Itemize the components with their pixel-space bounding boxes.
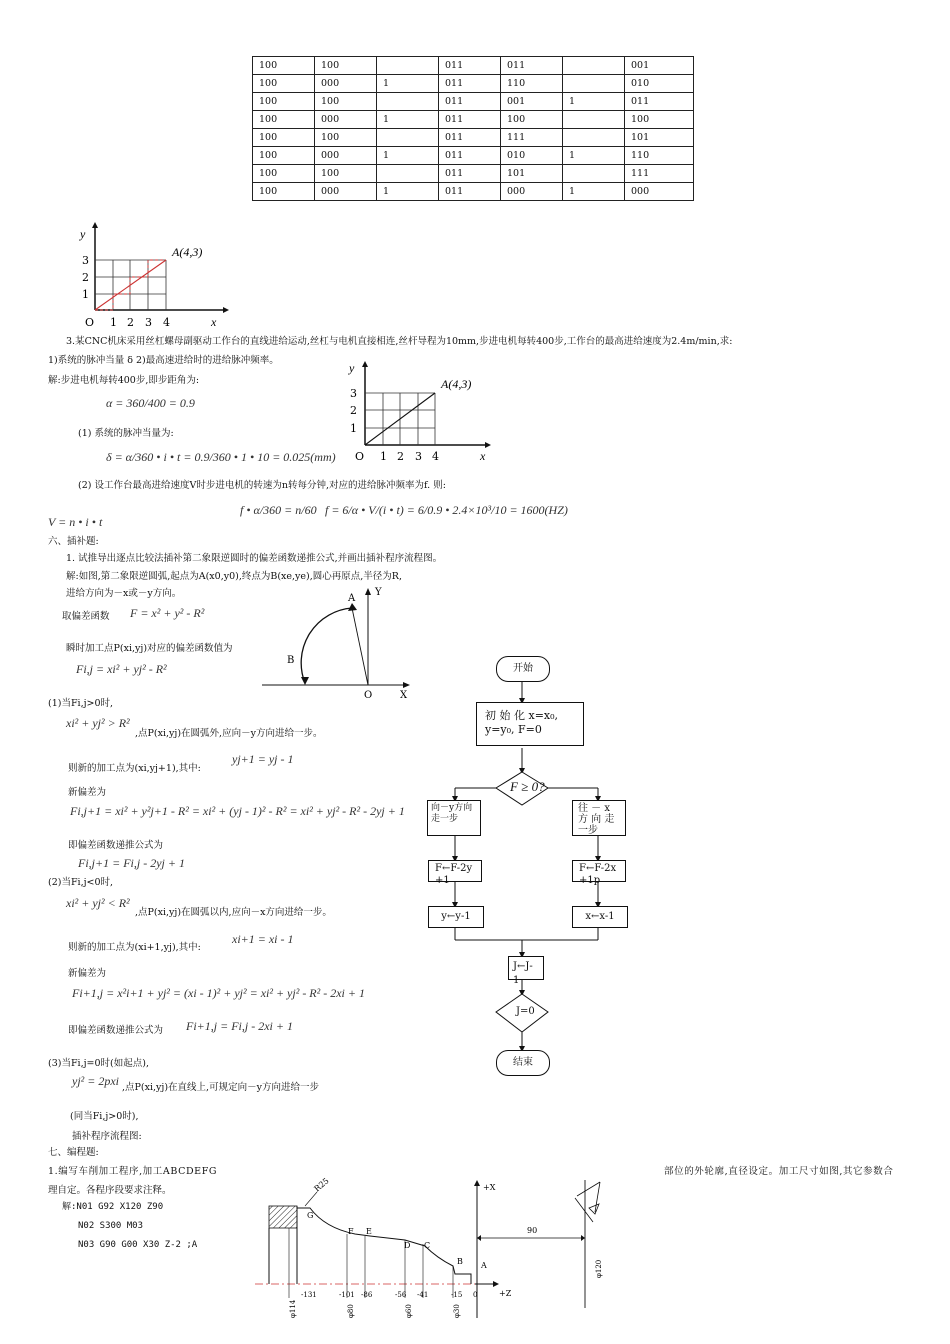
section-7-heading: 七、编程题: [48,1147,99,1158]
table-cell: 1 [563,183,625,201]
graph-1 [78,222,238,334]
code-line-1: 解:N01 G92 X120 Z90 [62,1202,164,1212]
table-cell: 100 [253,93,315,111]
recursion-label-2: 即偏差函数递推公式为 [68,1025,164,1036]
table-cell: 011 [439,129,501,147]
dim-z-131: -131 [301,1291,317,1299]
case-1-formula: xi² + yj² > R² [66,716,130,730]
graph-2-x-tick: 1 [380,450,387,463]
dim-d-30: φ30 [453,1304,461,1318]
encoding-table [252,56,694,201]
table-cell [377,93,439,111]
case-2: (2)当Fi,j<0时, [48,877,114,888]
table-cell [563,165,625,183]
arc-label-o: O [364,690,373,701]
graph-2-point-label: A(4,3) [441,377,472,391]
table-cell: 100 [315,93,377,111]
code-line-2: N02 S300 M03 [78,1221,144,1231]
solution-line-2: 进给方向为－x或－y方向。 [66,588,182,599]
table-cell: 100 [315,57,377,75]
case-2-new-point: 则新的加工点为(xi+1,yj),其中: [68,942,201,953]
point-d: D [404,1241,411,1250]
table-row [253,93,694,111]
dim-z-56: -56 [395,1291,407,1299]
table-cell: 100 [253,129,315,147]
table-cell: 100 [315,129,377,147]
case-2-formula: xi² + yj² < R² [66,896,130,910]
flow-left-step: 向－y方向走一步 [427,800,481,836]
table-cell: 100 [253,111,315,129]
table-cell: 111 [501,129,563,147]
graph-2-y-label: y [349,361,355,375]
offset-label: 90 [527,1226,538,1235]
case-1-deviation-formula: Fi,j+1 = xi² + y²j+1 - R² = xi² + (yj - 1)² - R² = xi² + yj² - R² - 2yj + 1 [70,804,405,818]
point-b: B [457,1257,463,1266]
flow-init-line-2: y=y₀, F=0 [485,723,542,736]
table-cell [377,129,439,147]
flowchart-label: 插补程序流程图: [72,1131,142,1142]
case-1-new-point: 则新的加工点为(xi,yj+1),其中: [68,763,201,774]
table-cell: 101 [501,165,563,183]
table-cell: 1 [377,147,439,165]
table-cell: 000 [625,183,694,201]
table-cell: 011 [439,75,501,93]
table-cell: 100 [625,111,694,129]
table-cell [563,75,625,93]
table-cell: 001 [501,93,563,111]
arc-diagram [260,585,420,700]
case-3: (3)当Fi,j=0时(如起点), [48,1058,149,1069]
graph-2-x-tick: O [355,450,365,463]
axis-x-label: +X [483,1183,496,1192]
case-1-text: ,点P(xi,yj)在圆弧外,应向－y方向进给一步。 [135,728,323,739]
table-row [253,129,694,147]
graph-1-point-label: A(4,3) [172,245,203,259]
instant-label: 瞬时加工点P(xi,yj)对应的偏差函数值为 [66,643,233,654]
new-deviation-label-2: 新偏差为 [68,968,107,979]
program-question-right: 部位的外轮廓,直径设定。加工尺寸如图,其它参数合 [664,1166,894,1177]
table-cell: 011 [439,165,501,183]
arc-label-b: B [287,655,295,666]
table-cell: 011 [439,183,501,201]
table-cell: 111 [625,165,694,183]
table-cell [377,165,439,183]
lathe-drawing [255,1178,625,1328]
dim-z-101: -101 [339,1291,355,1299]
graph-2-y-tick: 2 [350,404,357,417]
table-cell: 000 [501,183,563,201]
table-row [253,165,694,183]
formula-alpha: α = 360/400 = 0.9 [106,396,195,410]
table-cell: 010 [625,75,694,93]
graph-1-x-label: x [211,315,217,329]
formula-ratio: f • α/360 = n/60 [240,503,317,517]
dim-z-86: -86 [361,1291,373,1299]
case-1-recursion: Fi,j+1 = Fi,j - 2yj + 1 [78,856,185,870]
table-cell: 110 [625,147,694,165]
flow-left-update: F←F-2y+1 [428,860,482,882]
table-cell: 100 [253,57,315,75]
part-1: (1) 系统的脉冲当量为: [78,428,174,439]
graph-1-y-tick: 1 [82,288,89,301]
table-cell [563,129,625,147]
problem-3-question: 1)系统的脉冲当量 δ 2)最高速进给时的进给脉冲频率。 [48,355,279,366]
graph-2-y-tick: 3 [350,387,357,400]
arc-label-y: Y [375,587,382,598]
flow-right-step: 往 － x 方 向 走 一步 [572,800,626,836]
formula-delta: δ = α/360 • i • t = 0.9/360 • 1 • 10 = 0.025(mm) [106,450,336,464]
deviation-formula: F = x² + y² - R² [130,606,205,620]
graph-2-x-tick: 4 [432,450,439,463]
table-cell: 011 [439,111,501,129]
case-2-deviation-formula: Fi+1,j = x²i+1 + yj² = (xi - 1)² + yj² = xi² + yj² - R² - 2xi + 1 [72,986,365,1000]
case-3-text: ,点P(xi,yj)在直线上,可规定向－y方向进给一步 [122,1082,319,1093]
graph-2-x-label: x [480,449,486,463]
table-cell: 011 [439,93,501,111]
flow-right-decrement: x←x-1 [572,906,628,928]
arc-label-a: A [348,593,356,604]
graph-1-x-tick: 2 [127,316,134,329]
table-cell: 100 [253,75,315,93]
dim-z-15: -15 [451,1291,463,1299]
instant-formula: Fi,j = xi² + yj² - R² [76,662,167,676]
flow-end: 结束 [496,1050,550,1076]
flow-init [476,702,584,746]
table-cell: 000 [315,111,377,129]
radius-label: R25 [312,1176,331,1194]
case-1: (1)当Fi,j>0时, [48,698,114,709]
case-1-new-formula: yj+1 = yj - 1 [232,752,294,766]
flow-start: 开始 [496,656,550,682]
recursion-label: 即偏差函数递推公式为 [68,840,164,851]
graph-1-y-tick: 2 [82,271,89,284]
flow-right-update: F←F-2x+1p [572,860,626,882]
dim-z-41: -41 [417,1291,429,1299]
new-deviation-label: 新偏差为 [68,787,107,798]
table-cell: 010 [501,147,563,165]
case-2-recursion: Fi+1,j = Fi,j - 2xi + 1 [186,1019,293,1033]
deviation-label: 取偏差函数 [62,611,110,622]
flow-counter: J←J-1 [508,956,544,980]
flow-init-line-1: 初 始 化 x=x₀, [485,709,559,722]
table-cell: 001 [625,57,694,75]
axis-z-label: +Z [499,1289,512,1298]
table-row [253,147,694,165]
graph-1-x-tick: 1 [110,316,117,329]
table-cell: 1 [563,93,625,111]
dim-d-120: φ120 [595,1259,603,1278]
table-cell: 000 [315,183,377,201]
flow-left-decrement: y←y-1 [428,906,484,928]
table-cell [377,57,439,75]
table-cell [563,57,625,75]
table-cell: 011 [439,57,501,75]
table-cell: 110 [501,75,563,93]
table-cell: 011 [501,57,563,75]
dim-d-114: φ114 [289,1299,297,1318]
graph-1-x-tick: O [85,316,95,329]
graph-1-x-tick: 3 [145,316,152,329]
part-2: (2) 设工作台最高进给速度V时步进电机的转速为n转每分钟,对应的进给脉冲频率为f. 则: [78,480,446,491]
solution-line-1: 解:如图,第二象限逆圆弧,起点为A(x0,y0),终点为B(xe,ye),圆心再原点,半径为R, [66,571,402,582]
flow-decision: F ≥ 0? [510,779,545,794]
table-cell: 100 [253,183,315,201]
case-2-text: ,点P(xi,yj)在圆弧以内,应向－x方向进给一步。 [135,907,332,918]
table-row [253,183,694,201]
table-cell [563,111,625,129]
point-e: E [366,1227,372,1236]
graph-1-y-label: y [80,227,86,241]
table-cell: 101 [625,129,694,147]
table-cell: 1 [377,183,439,201]
point-f: F [348,1227,354,1236]
program-question-left: 1.编写车削加工程序,加工ABCDEFG [48,1166,218,1177]
formula-f: f = 6/α • V/(i • t) = 6/0.9 • 2.4×10³/10 = 1600(HZ) [325,503,568,517]
table-cell: 1 [563,147,625,165]
section-6-heading: 六、插补题: [48,536,99,547]
graph-1-x-tick: 4 [163,316,170,329]
arc-label-x: X [400,690,408,701]
case-2-new-formula: xi+1 = xi - 1 [232,932,294,946]
table-cell: 011 [625,93,694,111]
table-cell: 011 [439,147,501,165]
table-row [253,57,694,75]
table-cell: 1 [377,75,439,93]
table-cell: 1 [377,111,439,129]
table-cell: 100 [253,165,315,183]
table-cell: 100 [253,147,315,165]
table-cell: 100 [501,111,563,129]
case-3-note: (同当Fi,j>0时), [70,1111,139,1122]
code-line-3: N03 G90 G00 X30 Z-2 ;A [78,1240,198,1250]
graph-2-y-tick: 1 [350,422,357,435]
point-g: G [307,1211,314,1220]
flow-check: J=0 [516,1006,535,1017]
formula-v: V = n • i • t [48,515,103,529]
graph-2-x-tick: 2 [397,450,404,463]
problem-3: 3.某CNC机床采用丝杠螺母副驱动工作台的直线进给运动,丝杠与电机直接相连,丝杆导程为10mm,步进电机每转400步,工作台的最高进给速度为2.4m/min,求: [66,336,733,347]
dim-z-0: 0 [473,1291,478,1299]
dim-d-60: φ60 [405,1304,413,1318]
program-question-cont: 理自定。各程序段要求注释。 [48,1185,172,1196]
dim-d-80: φ80 [347,1304,355,1318]
table-row [253,111,694,129]
table-cell: 000 [315,75,377,93]
case-3-formula: yj² = 2pxi [72,1074,120,1088]
graph-1-y-tick: 3 [82,254,89,267]
graph-2 [345,360,505,464]
point-c: C [424,1241,431,1250]
point-a: A [481,1261,487,1270]
table-row [253,75,694,93]
problem-3-solution: 解:步进电机每转400步,即步距角为: [48,375,200,386]
table-cell: 100 [315,165,377,183]
table-cell: 000 [315,147,377,165]
question-1: 1. 试推导出逐点比较法插补第二象限逆圆时的偏差函数递推公式,并画出插补程序流程图。 [66,553,443,564]
graph-2-x-tick: 3 [415,450,422,463]
